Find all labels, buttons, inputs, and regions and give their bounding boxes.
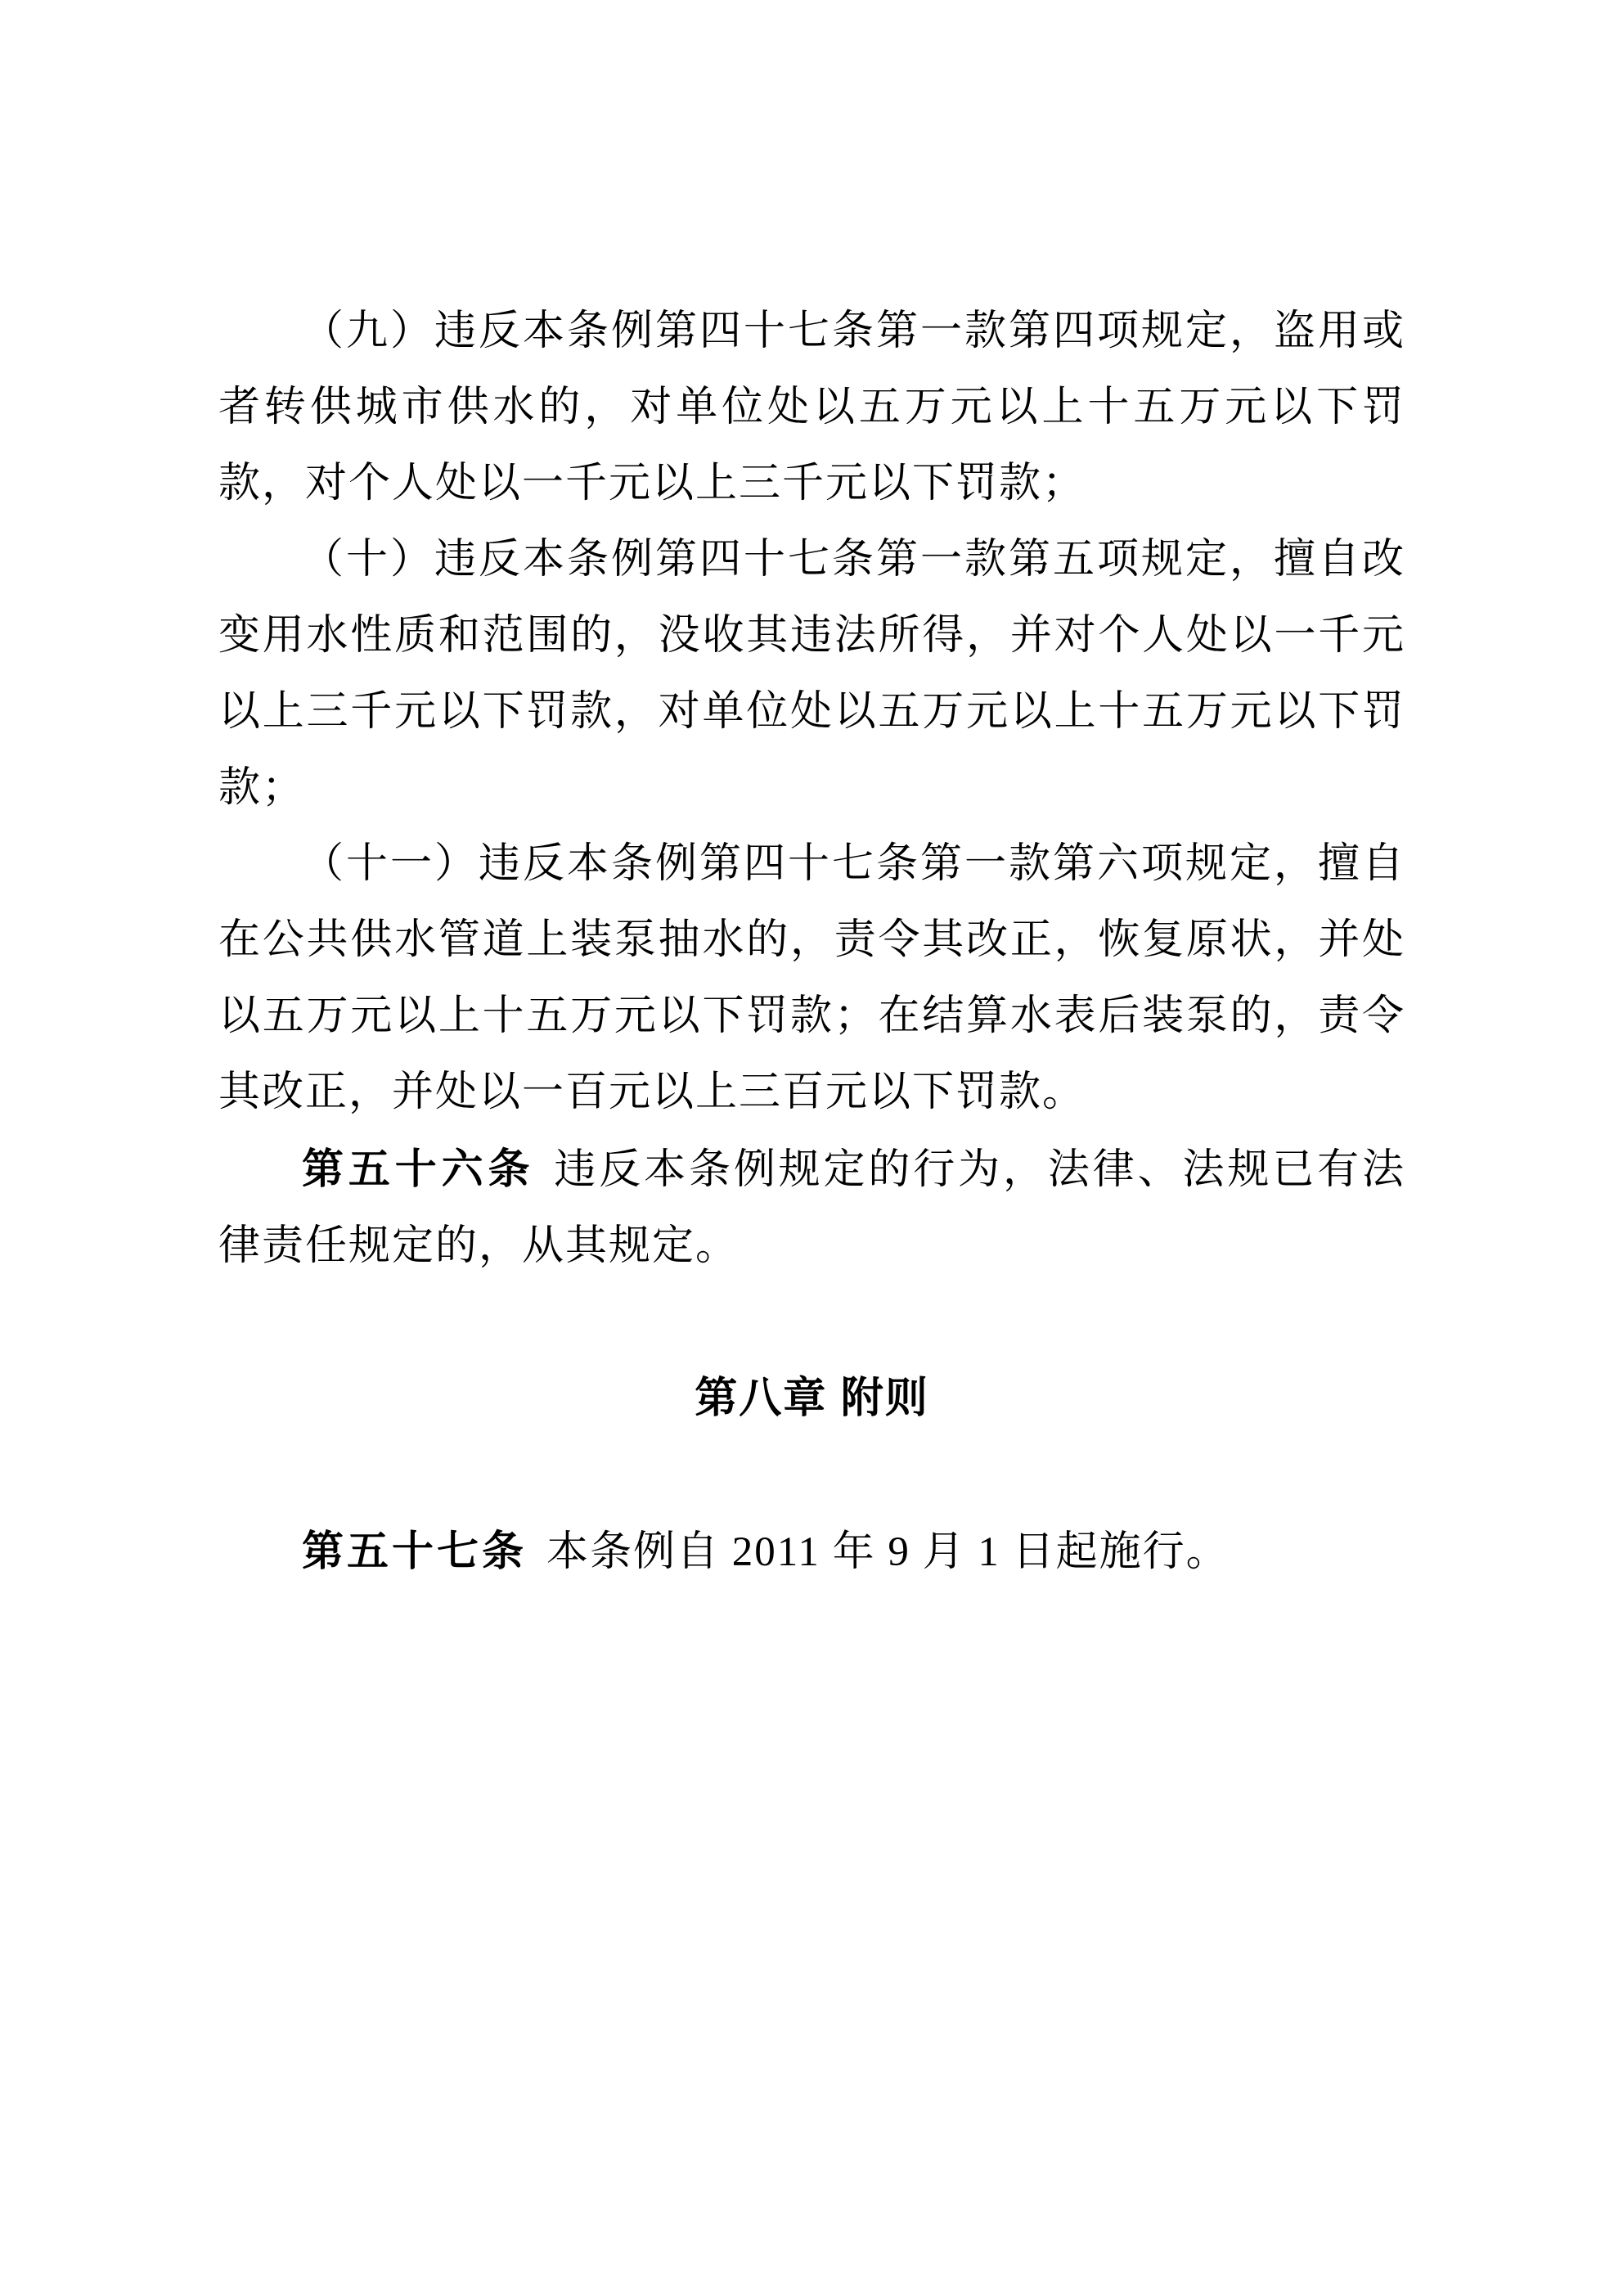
article-56-label: 第五十六条: [302, 1146, 535, 1192]
article-57-label: 第五十七条: [302, 1528, 528, 1574]
clause-paragraph-10: （十）违反本条例第四十七条第一款第五项规定，擅自改变用水性质和范围的，没收其违法所得，并对个人处以一千元以上三千元以下罚款，对单位处以五万元以上十五万元以下罚款；: [218, 537, 1405, 811]
article-56-paragraph: [218, 1131, 1405, 1285]
chapter-heading: 第八章 附则: [695, 1375, 929, 1422]
article-57-paragraph: [218, 1513, 1405, 1591]
article-57-text: 本条例自 2011 年 9 月 1 日起施行。: [546, 1529, 1230, 1575]
clause-paragraph-9: （九）违反本条例第四十七条第一款第四项规定，盗用或者转供城市供水的，对单位处以五万元以上十五万元以下罚款，对个人处以一千元以上三千元以下罚款；: [218, 308, 1405, 506]
clause-paragraph-11: （十一）违反本条例第四十七条第一款第六项规定，擅自在公共供水管道上装泵抽水的，责令其改正，恢复原状，并处以五万元以上十五万元以下罚款；在结算水表后装泵的，责令其改正，并处以一百元以上三百元以下罚款。: [218, 841, 1405, 1115]
article-56-text: 违反本条例规定的行为，法律、法规已有法律责任规定的，从其规定。: [218, 1147, 1405, 1269]
